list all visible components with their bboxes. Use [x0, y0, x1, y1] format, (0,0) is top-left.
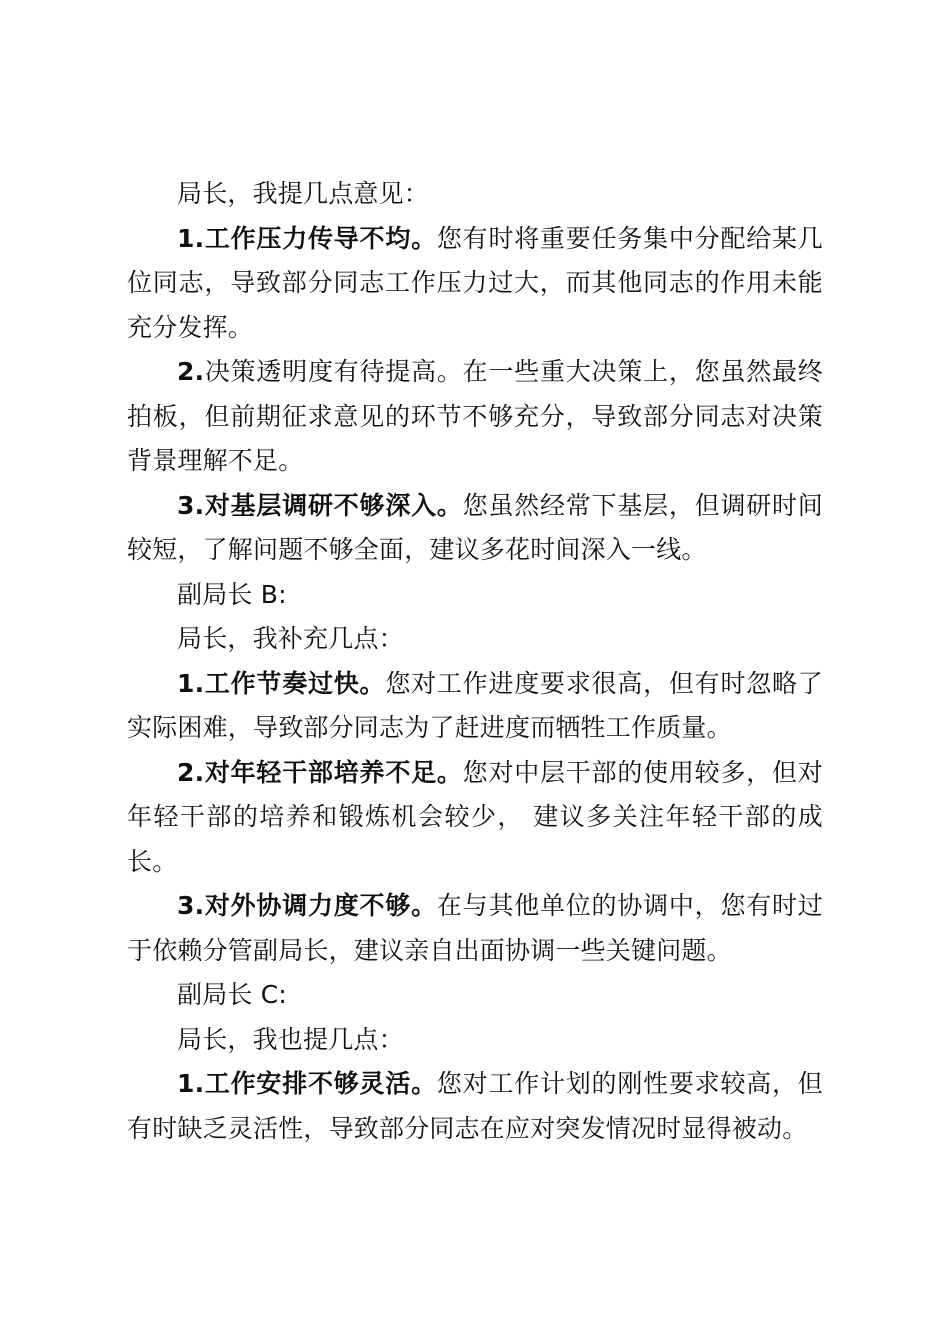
paragraph-b-item-1 — [127, 662, 823, 751]
item-body: 您有时将重要任务集中分配给某几位同志，导致部分同志工作压力过大，而其他同志的作用未能充分发挥。 — [127, 223, 823, 342]
item-number: 1. — [177, 668, 205, 698]
paragraph-a-item-2 — [127, 350, 823, 484]
paragraph-intro-a — [127, 172, 823, 217]
paragraph-text: 副局长 C: — [177, 980, 288, 1009]
paragraph-b-item-3 — [127, 884, 823, 973]
item-body: 决策透明度有待提高。在一些重大决策上，您虽然最终拍板，但前期征求意见的环节不够充分，导致部分同志对决策背景理解不足。 — [127, 357, 823, 475]
item-number: 1. — [177, 223, 205, 253]
paragraph-a-item-3 — [127, 484, 823, 573]
item-body: 您虽然经常下基层，但调研时间较短，了解问题不够全面，建议多花时间深入一线。 — [127, 490, 823, 564]
item-body: 您对工作计划的刚性要求较高，但有时缺乏灵活性，导致部分同志在应对突发情况时显得被动。 — [127, 1069, 823, 1143]
item-body: 您对工作进度要求很高，但有时忽略了实际困难，导致部分同志为了赶进度而牺牲工作质量。 — [127, 668, 823, 742]
paragraph-intro-c — [127, 1018, 823, 1063]
speaker-b-label — [127, 573, 823, 618]
item-heading: 工作安排不够灵活。 — [204, 1069, 437, 1098]
item-number: 3. — [177, 490, 205, 520]
document-page — [127, 172, 823, 1151]
paragraph-b-item-2 — [127, 751, 823, 885]
paragraph-c-item-1 — [127, 1062, 823, 1151]
paragraph-intro-b — [127, 617, 823, 662]
speaker-c-label — [127, 973, 823, 1018]
item-heading: 对基层调研不够深入。 — [204, 490, 463, 520]
paragraph-text: 副局长 B: — [177, 579, 287, 609]
paragraph-a-item-1 — [127, 217, 823, 351]
item-body: 在与其他单位的协调中，您有时过于依赖分管副局长，建议亲自出面协调一些关键问题。 — [127, 891, 823, 965]
item-heading: 对年轻干部培养不足。 — [204, 757, 463, 787]
item-heading: 工作压力传导不均。 — [204, 223, 437, 253]
item-number: 2. — [177, 357, 205, 386]
item-number: 1. — [177, 1069, 205, 1098]
item-heading: 对外协调力度不够。 — [204, 891, 437, 920]
item-heading: 工作节奏过快。 — [204, 668, 386, 698]
item-number: 3. — [177, 891, 205, 920]
paragraph-text: 局长，我提几点意见： — [177, 179, 430, 208]
paragraph-text: 局长，我也提几点： — [177, 1024, 404, 1054]
paragraph-text: 局长，我补充几点： — [177, 624, 404, 653]
item-body: 您对中层干部的使用较多，但对年轻干部的培养和锻炼机会较少， 建议多关注年轻干部的成长。 — [127, 757, 823, 876]
item-number: 2. — [177, 757, 205, 787]
